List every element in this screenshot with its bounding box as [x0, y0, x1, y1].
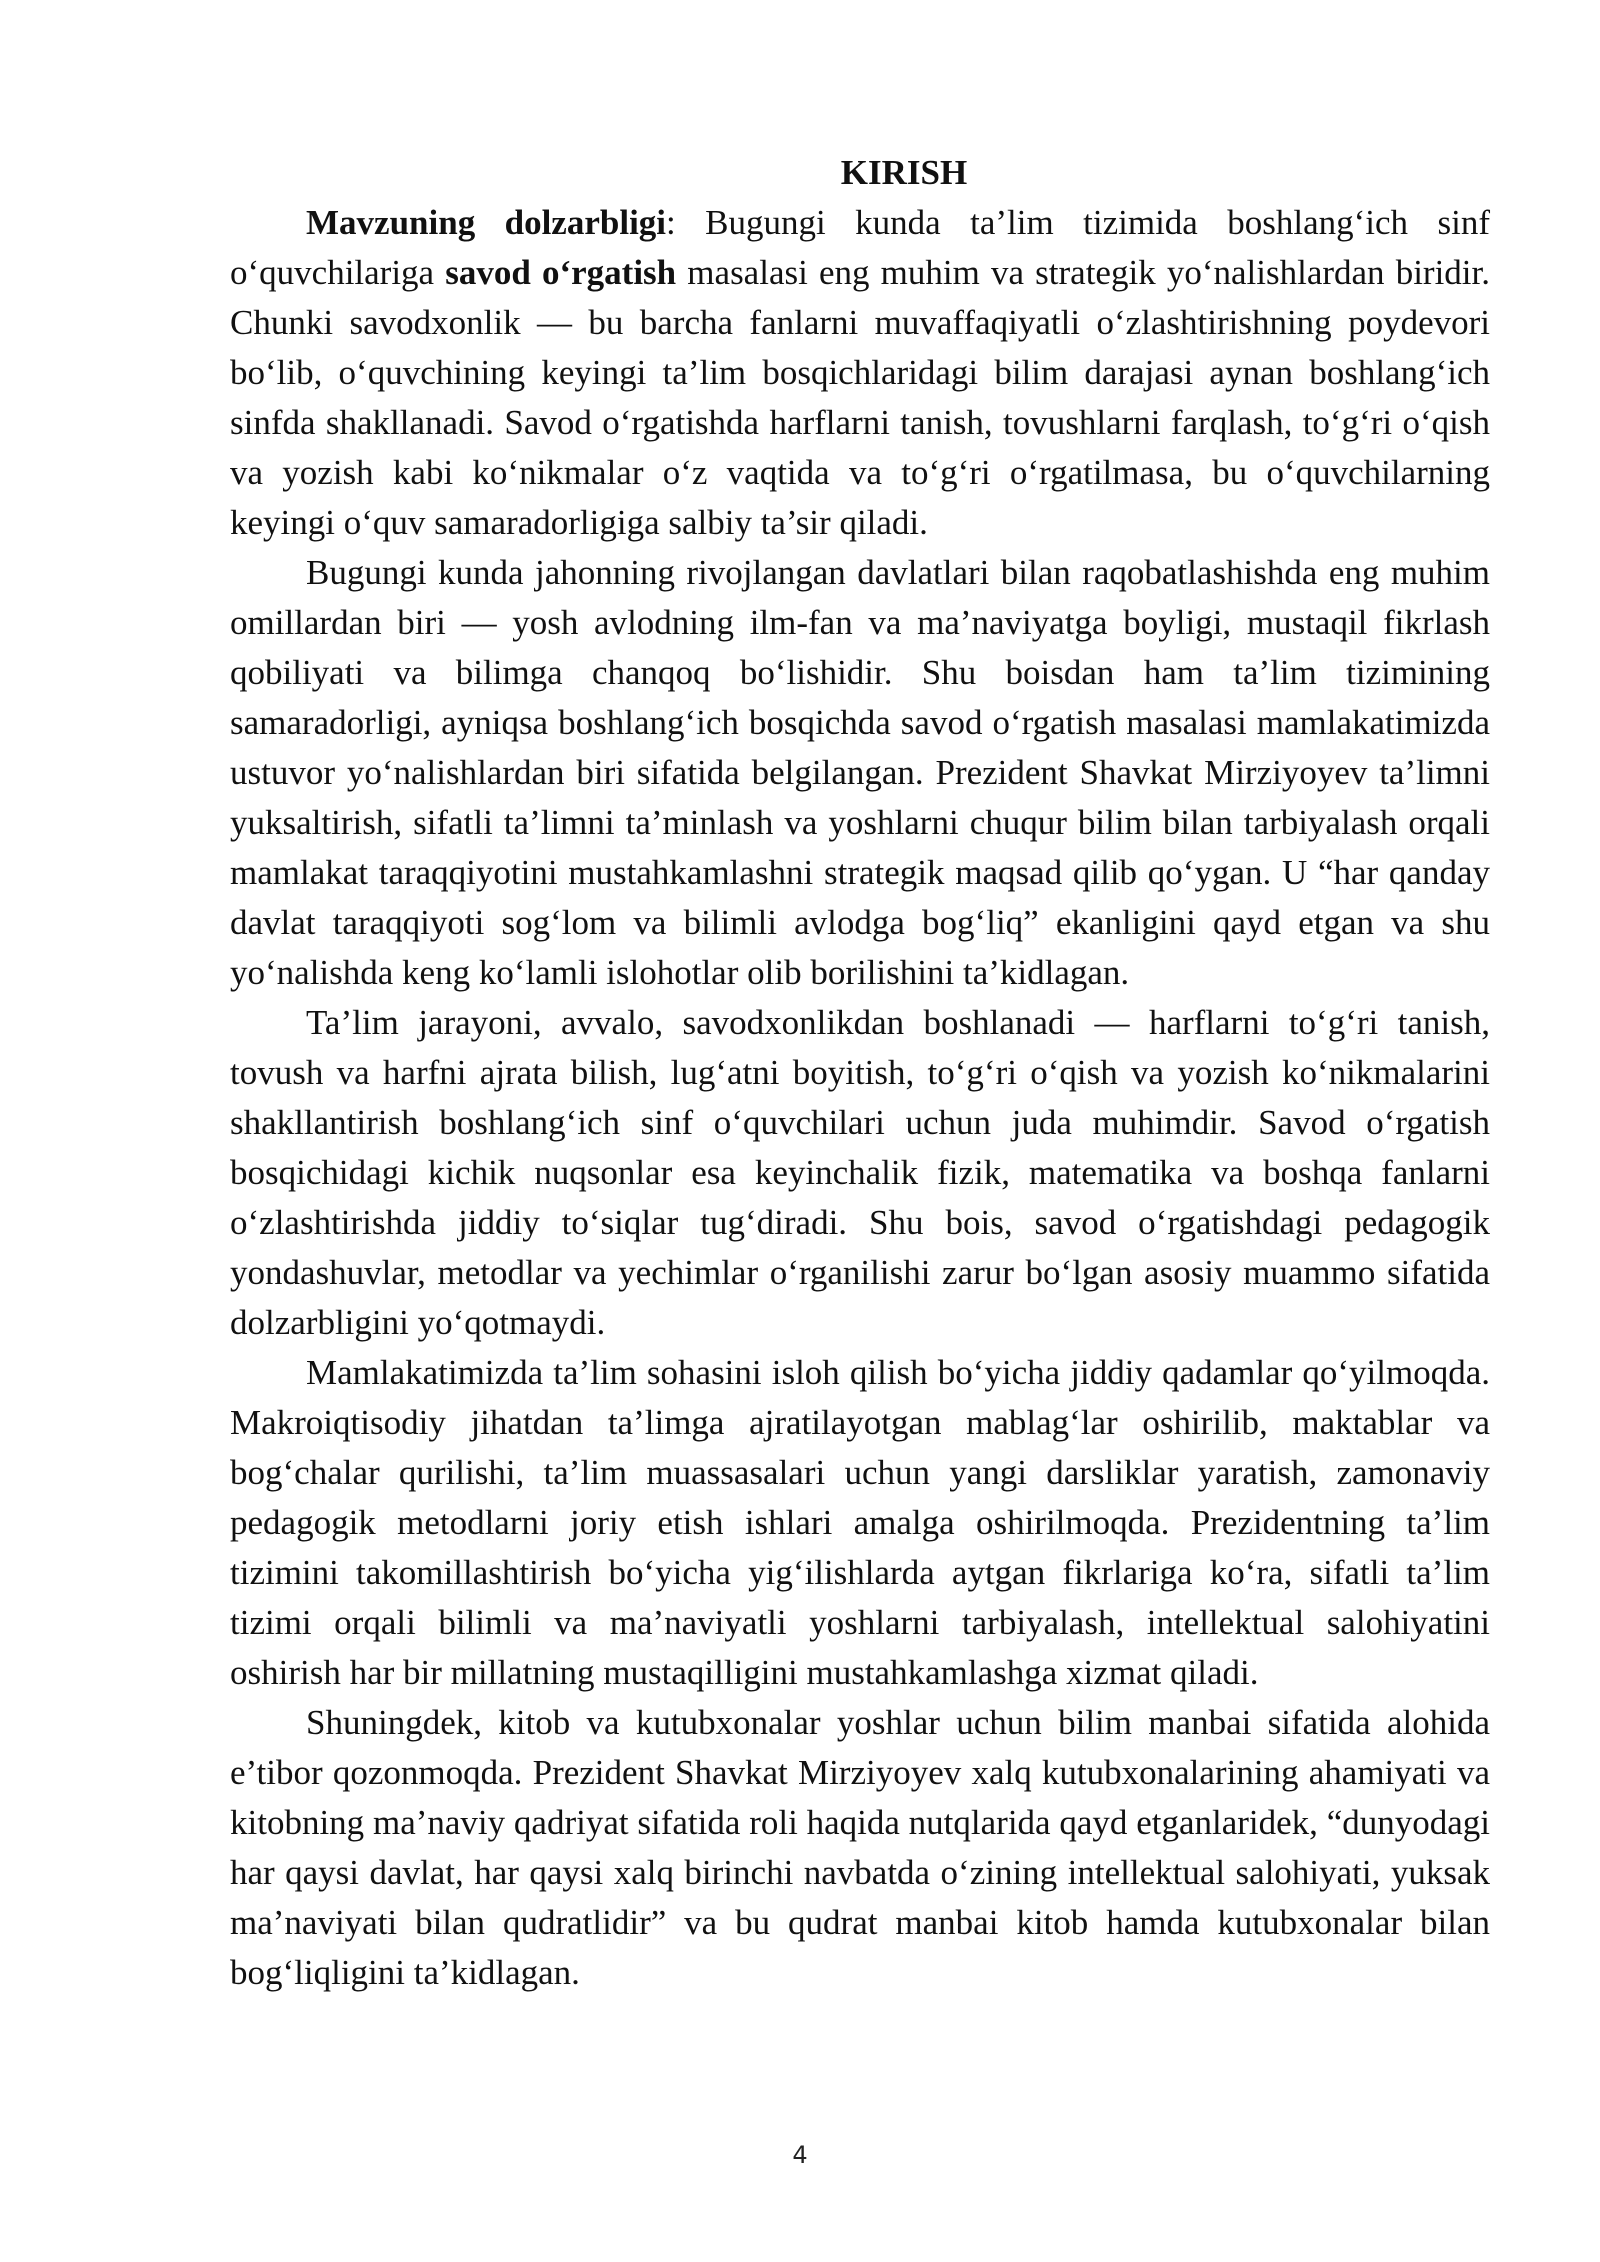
paragraph-5: Shuningdek, kitob va kutubxonalar yoshlar uchun bilim manbai sifatida alohida e’tibor qozonmoqda. Prezident Shavkat Mirziyoyev xalq kutubxonalarining ahamiyati va kitobning ma’naviy qadriyat sifatida roli haqida nutqlarida qayd etganlaridek, “dunyodagi har qaysi davlat, har qaysi xalq birinchi navbatda o‘zining intellektual salohiyati, yuksak ma’naviyati bilan qudratlidir” va bu qudrat manbai kitob hamda kutubxonalar bilan bog‘liqligini ta’kidlagan. — [230, 1703, 1490, 1992]
paragraph-3: Ta’lim jarayoni, avvalo, savodxonlikdan boshlanadi — harflarni to‘g‘ri tanish, tovush va harfni ajrata bilish, lug‘atni boyitish, to‘g‘ri o‘qish va yozish ko‘nikmalarini shakllantirish boshlang‘ich sinf o‘quvchilari uchun juda muhimdir. Savod o‘rgatish bosqichidagi kichik nuqsonlar esa keyinchalik fizik, matematika va boshqa fanlarni o‘zlashtirishda jiddiy to‘siqlar tug‘diradi. Shu bois, savod o‘rgatishdagi pedagogik yondashuvlar, metodlar va yechimlar o‘rganilishi zarur bo‘lgan asosiy muammo sifatida dolzarbligini yo‘qotmaydi. — [230, 1003, 1490, 1342]
paragraph-4: Mamlakatimizda ta’lim sohasini isloh qilish bo‘yicha jiddiy qadamlar qo‘yilmoqda. Makroiqtisodiy jihatdan ta’limga ajratilayotgan mablag‘lar oshirilib, maktablar va bog‘chalar qurilishi, ta’lim muassasalari uchun yangi darsliklar yaratish, zamonaviy pedagogik metodlarni joriy etish ishlari amalga oshirilmoqda. Prezidentning ta’lim tizimini takomillashtirish bo‘yicha yig‘ilishlarda aytgan fikrlariga ko‘ra, sifatli ta’lim tizimi orqali bilimli va ma’naviyatli yoshlarni tarbiyalash, intellektual salohiyatini oshirish har bir millatning mustaqilligini mustahkamlashga xizmat qiladi. — [230, 1353, 1490, 1692]
bold-term: savod o‘rgatish — [445, 253, 677, 292]
paragraph-text: Bugungi kunda ta’lim tizimida boshlang‘ich sinf o‘quvchilariga — [230, 203, 1490, 292]
relevance-heading: Mavzuning dolzarbligi — [306, 203, 667, 242]
paragraph-text: masalasi eng muhim va strategik yo‘nalishlardan biridir. Chunki savodxonlik — bu barcha fanlarni muvaffaqiyatli o‘zlashtirishning poydevori bo‘lib, o‘quvchining keyingi ta’lim bosqichlaridagi bilim darajasi aynan boshlang‘ich sinfda shakllanadi. Savod o‘rgatishda harflarni tanish, tovushlarni farqlash, to‘g‘ri o‘qish va yozish kabi ko‘nikmalar o‘z vaqtida va to‘g‘ri o‘rgatilmasa, bu o‘quvchilarning keyingi o‘quv samaradorligiga salbiy ta’sir qiladi. — [230, 253, 1490, 542]
section-title: KIRISH — [840, 153, 968, 192]
relevance-colon: : — [666, 203, 676, 242]
page-number: 4 — [792, 2141, 808, 2169]
paragraph-2: Bugungi kunda jahonning rivojlangan davlatlari bilan raqobatlashishda eng muhim omillardan biri — yosh avlodning ilm-fan va ma’naviyatga boyligi, mustaqil fikrlash qobiliyati va bilimga chanqoq bo‘lishidir. Shu boisdan ham ta’lim tizimining samaradorligi, ayniqsa boshlang‘ich bosqichda savod o‘rgatish masalasi mamlakatimizda ustuvor yo‘nalishlardan biri sifatida belgilangan. Prezident Shavkat Mirziyoyev ta’limni yuksaltirish, sifatli ta’limni ta’minlash va yoshlarni chuqur bilim bilan tarbiyalash orqali mamlakat taraqqiyotini mustahkamlashni strategik maqsad qilib qo‘ygan. U “har qanday davlat taraqqiyoti sog‘lom va bilimli avlodga bog‘liq” ekanligini qayd etgan va shu yo‘nalishda keng ko‘lamli islohotlar olib borilishini ta’kidlagan. — [230, 553, 1490, 992]
document-page — [230, 148, 1490, 1998]
paragraph-relevance — [230, 198, 1490, 548]
